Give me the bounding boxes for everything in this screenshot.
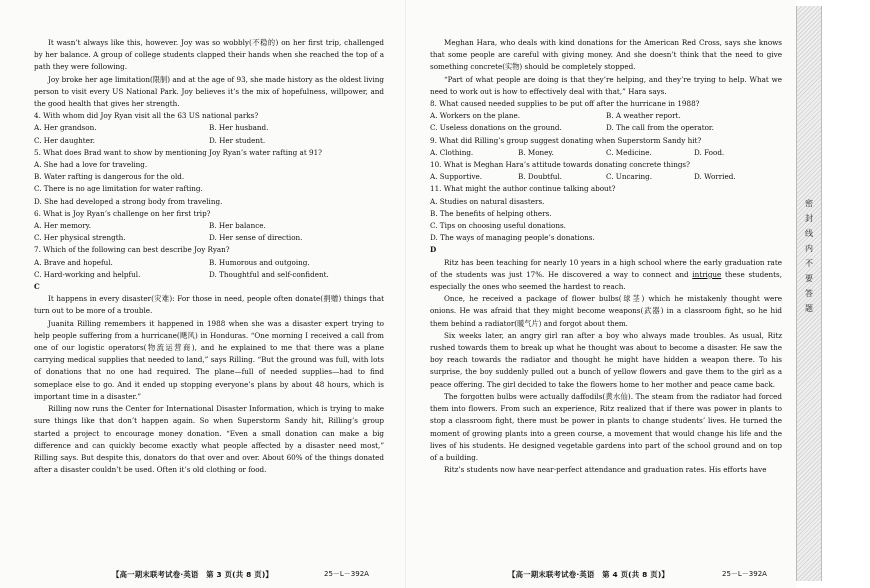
- option-4a: A. Her grandson.: [34, 123, 97, 133]
- binding-strip-text: [797, 196, 821, 316]
- question-4-options-2: [34, 135, 384, 147]
- option-8c: C. Useless donations on the ground.: [430, 123, 562, 133]
- strip-char: 答: [805, 289, 813, 298]
- right-footer-code: 25－L－392A: [722, 570, 767, 578]
- option-9a: A. Clothing.: [430, 147, 474, 157]
- passage-c-paragraph-1: It happens in every disaster(灾难): For those in need, people often donate(捐赠) things that turn out to be more of a trouble.: [34, 294, 384, 316]
- passage-d-paragraph-2: Once, he received a package of flower bulbs(球茎) which he mistakenly thought were onions. He was afraid that they might become weapons(武器) in a classroom fight, so he hid them behind a radiator(暖气片) and forgot about them.: [430, 294, 782, 328]
- option-4b: B. Her husband.: [209, 123, 269, 133]
- right-paragraph-1: Meghan Hara, who deals with kind donations for the American Red Cross, says she knows that some people are careful with giving money. And she doesn’t think that the need to give something concrete(实物) should be completely stopped.: [430, 38, 782, 72]
- option-5c: C. There is no age limitation for water rafting.: [34, 184, 203, 194]
- option-6a: A. Her memory.: [34, 221, 92, 231]
- left-column: [34, 37, 384, 476]
- question-8: 8. What caused needed supplies to be put off after the hurricane in 1988?: [430, 99, 700, 109]
- question-11: 11. What might the author continue talking about?: [430, 184, 616, 194]
- question-9: 9. What did Rilling’s group suggest donating when Superstorm Sandy hit?: [430, 135, 702, 145]
- strip-char: 线: [805, 229, 813, 238]
- option-7b: B. Humorous and outgoing.: [209, 257, 310, 267]
- option-5b: B. Water rafting is dangerous for the old.: [34, 172, 185, 182]
- strip-char: 封: [805, 214, 813, 223]
- option-4d: D. Her student.: [209, 135, 266, 145]
- section-d-heading: D: [430, 245, 437, 255]
- option-10b: B. Doubtful.: [518, 172, 562, 182]
- left-footer-code: 25－L－392A: [324, 570, 369, 578]
- option-7c: C. Hard-working and helpful.: [34, 269, 141, 279]
- page-divider: [405, 0, 406, 588]
- option-10d: D. Worried.: [694, 172, 736, 182]
- option-8d: D. The call from the operator.: [606, 123, 714, 133]
- passage-c-paragraph-3: Rilling now runs the Center for International Disaster Information, which is trying to make sure things like that don’t happen again. So when Superstorm Sandy hit, Rilling’s group started a project to encourage money donation. “Even a small donation can make a big difference and can quickly become exactly what people affected by a disaster need most,” Rilling says. But despite this, donators do that over and over. About 60% of the things donated after a disaster couldn’t be used. Often it’s old clothing or food.: [34, 404, 384, 475]
- option-8a: A. Workers on the plane.: [430, 111, 521, 121]
- passage-d-paragraph-3: Six weeks later, an angry girl ran after a boy who always made troubles. As usual, Ritz rushed towards them to break up what he thought was about to become a disaster. He saw the boy reach towards the radiator and thought he might have hidden a weapon there. To his surprise, the boy suddenly pulled out a bunch of yellow flowers and gave them to the girl as a peace offering. The girl decided to take the flowers home to her mother and peace came back.: [430, 330, 782, 389]
- option-6c: C. Her physical strength.: [34, 233, 126, 243]
- passage-d-paragraph-4: The forgotten bulbs were actually daffodils(黄水仙). The steam from the radiator had forced them into flowers. From such an experience, Ritz realized that if there was power in plants to stop a classroom fight, there must be power in plants to change students’ lives. He turned the moment of growing plants into a green course, a movement that would change his life and the lives of his students. He designed vegetable gardens into part of the school ground and on top of a building.: [430, 391, 782, 462]
- question-7-options: [34, 257, 384, 269]
- option-11d: D. The ways of managing people’s donations.: [430, 233, 595, 243]
- question-7: 7. Which of the following can best describe Joy Ryan?: [34, 245, 230, 255]
- binding-strip: [796, 6, 822, 581]
- option-10c: C. Uncaring.: [606, 172, 653, 182]
- right-paragraph-2: “Part of what people are doing is that they’re helping, and they’re trying to help. What we need to work out is how to effectively deal with that,” Hara says.: [430, 74, 782, 96]
- passage-d-p1-end: these students, especially the ones who seemed the hardest to reach.: [430, 269, 782, 292]
- passage-d-paragraph-5: Ritz’s students now have near-perfect attendance and graduation rates. His efforts have: [444, 465, 767, 475]
- option-9b: B. Money.: [518, 147, 554, 157]
- underlined-word-intrigue: intrigue: [692, 269, 722, 279]
- option-6d: D. Her sense of direction.: [209, 233, 303, 243]
- option-11c: C. Tips on choosing useful donations.: [430, 221, 566, 231]
- option-11a: A. Studies on natural disasters.: [430, 196, 545, 206]
- question-10-options: [430, 171, 782, 183]
- question-6: 6. What is Joy Ryan’s challenge on her first trip?: [34, 208, 211, 218]
- option-11b: B. The benefits of helping others.: [430, 208, 552, 218]
- question-6-options: [34, 220, 384, 232]
- strip-char: 内: [805, 244, 813, 253]
- question-4: 4. With whom did Joy Ryan visit all the 63 US national parks?: [34, 111, 259, 121]
- question-6-options-2: [34, 232, 384, 244]
- option-9c: C. Medicine.: [606, 147, 652, 157]
- passage-d-paragraph-1: [430, 257, 782, 294]
- strip-char: 要: [805, 274, 813, 283]
- passage-c-paragraph-2: Juanita Rilling remembers it happened in 1988 when she was a disaster expert trying to help people suffering from a hurricane(飓风) in Honduras. “One morning I received a call from one of our logistic operators(物流运营商), and he explained to me that there was a plane carrying medical supplies that needed to land,” says Rilling. “But the ground was full, with lots of donations that no one had required. The plane—full of needed supplies—had to find someplace else to go. And it ended up stopping everyone’s plans by about 48 hours, which is important time in a disaster.”: [34, 318, 384, 401]
- question-8-options-2: [430, 122, 782, 134]
- strip-char: 密: [805, 199, 813, 208]
- option-8b: B. A weather report.: [606, 111, 681, 121]
- left-footer: 【高一期末联考试卷·英语 第 3 页(共 8 页)】: [112, 570, 273, 579]
- option-7a: A. Brave and hopeful.: [34, 257, 113, 267]
- question-5: 5. What does Brad want to show by mentioning Joy Ryan’s water rafting at 91?: [34, 147, 322, 157]
- option-5d: D. She had developed a strong body from traveling.: [34, 196, 223, 206]
- option-10a: A. Supportive.: [430, 172, 483, 182]
- option-4c: C. Her daughter.: [34, 135, 95, 145]
- option-9d: D. Food.: [694, 147, 725, 157]
- left-paragraph-1: It wasn’t always like this, however. Joy was so wobbly(不稳的) on her first trip, challenged by her balance. A group of college students clapped their hands when she reached the top of a path they were following.: [34, 38, 384, 72]
- strip-char: 题: [805, 304, 813, 313]
- option-5a: A. She had a love for traveling.: [34, 160, 148, 170]
- right-footer: 【高一期末联考试卷·英语 第 4 页(共 8 页)】: [508, 570, 669, 579]
- passage-d-p1-start: Ritz has been teaching for nearly 10 years in a high school where the early graduation rate of the students was just 17%. He discovered a way to connect and: [430, 257, 782, 279]
- option-6b: B. Her balance.: [209, 221, 266, 231]
- question-9-options: [430, 147, 782, 159]
- question-4-options: [34, 122, 384, 134]
- right-column: [430, 37, 782, 476]
- option-7d: D. Thoughtful and self-confident.: [209, 269, 329, 279]
- strip-char: 不: [805, 259, 813, 268]
- question-8-options: [430, 110, 782, 122]
- left-paragraph-2: Joy broke her age limitation(限制) and at the age of 93, she made history as the oldest living person to visit every US National Park. Joy believes it’s the mix of hopefulness, willpower, and the good health that gives her strength.: [34, 74, 384, 109]
- question-10: 10. What is Meghan Hara’s attitude towards donating concrete things?: [430, 160, 690, 170]
- section-c-heading: C: [34, 282, 40, 292]
- question-7-options-2: [34, 269, 384, 281]
